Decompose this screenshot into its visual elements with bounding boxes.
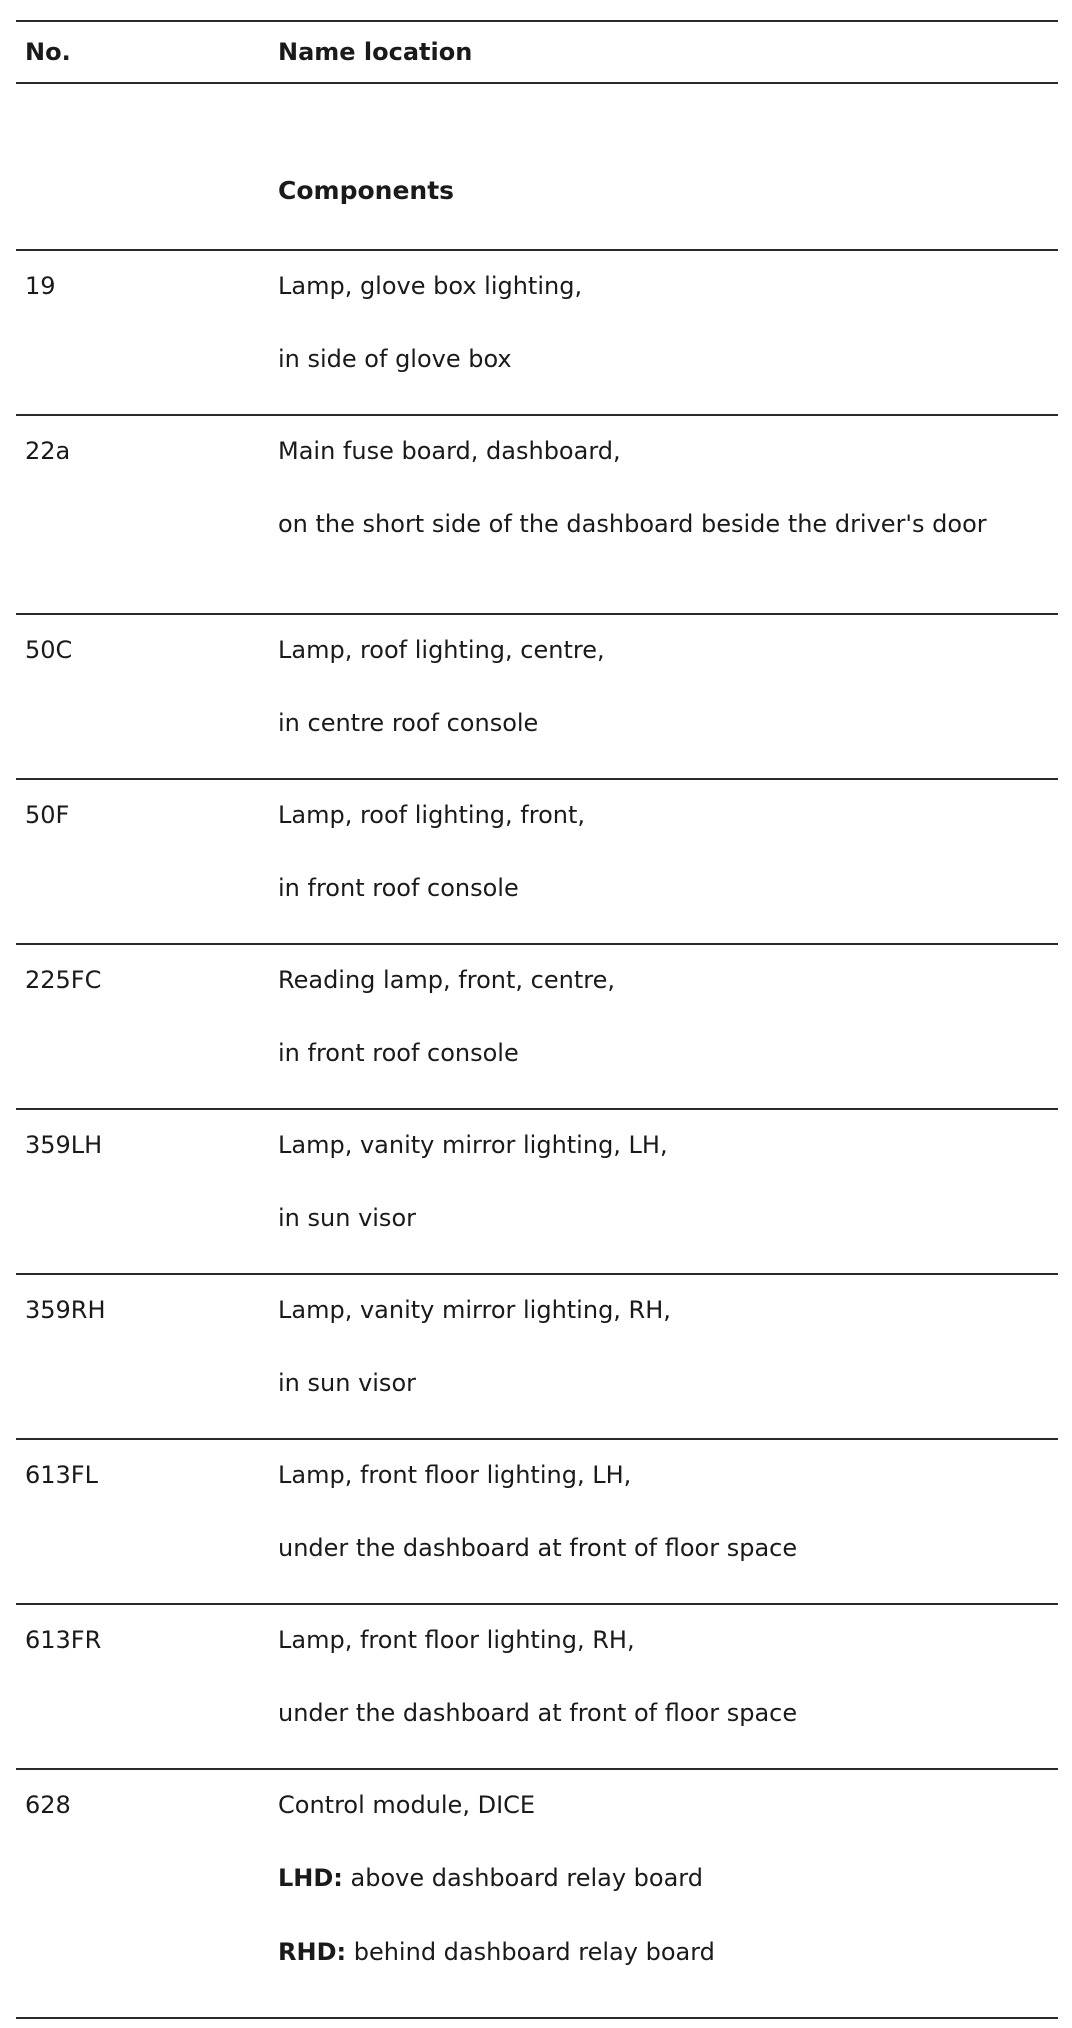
table-row — [16, 1110, 1058, 1273]
row-name: Lamp, front floor lighting, RH, — [278, 1626, 635, 1654]
table-row — [16, 1605, 1058, 1768]
row-location: on the short side of the dashboard beside the driver's door — [278, 510, 987, 538]
row-number: 22a — [25, 437, 71, 465]
row-name: Lamp, vanity mirror lighting, LH, — [278, 1131, 668, 1159]
table-header — [16, 22, 1058, 82]
row-name: Control module, DICE — [278, 1791, 536, 1819]
table-row — [16, 1440, 1058, 1603]
row-location: under the dashboard at front of floor space — [278, 1534, 798, 1562]
rhd-label: RHD: — [278, 1938, 347, 1966]
table-row — [16, 615, 1058, 778]
row-number: 19 — [25, 272, 56, 300]
table-bottom-rule — [16, 2017, 1058, 2019]
lhd-text: above dashboard relay board — [342, 1864, 703, 1892]
rhd-text: behind dashboard relay board — [346, 1938, 715, 1966]
header-name-location: Name location — [278, 38, 473, 66]
row-name: Lamp, front floor lighting, LH, — [278, 1461, 632, 1489]
document-page — [16, 20, 1058, 2019]
header-no: No. — [25, 38, 71, 66]
row-number: 225FC — [25, 966, 102, 994]
row-location: in front roof console — [278, 1039, 519, 1067]
row-location: under the dashboard at front of floor space — [278, 1699, 798, 1727]
row-location: in front roof console — [278, 874, 519, 902]
row-number: 628 — [25, 1791, 71, 1819]
row-name: Lamp, roof lighting, front, — [278, 801, 586, 829]
table-row — [16, 780, 1058, 943]
table-row — [16, 416, 1058, 613]
row-name: Reading lamp, front, centre, — [278, 966, 615, 994]
row-name: Main fuse board, dashboard, — [278, 437, 621, 465]
row-name: Lamp, vanity mirror lighting, RH, — [278, 1296, 671, 1324]
table-row — [16, 945, 1058, 1108]
row-number: 359RH — [25, 1296, 106, 1324]
row-location: in centre roof console — [278, 709, 539, 737]
row-number: 359LH — [25, 1131, 103, 1159]
row-name: Lamp, glove box lighting, — [278, 272, 583, 300]
row-location: in side of glove box — [278, 345, 512, 373]
table-row — [16, 1770, 1058, 2017]
row-number: 50C — [25, 636, 73, 664]
row-location-lhd — [278, 1863, 1058, 1893]
row-location: in sun visor — [278, 1369, 416, 1397]
row-number: 50F — [25, 801, 70, 829]
section-title: Components — [278, 176, 455, 205]
table-row — [16, 1275, 1058, 1438]
row-location-rhd — [278, 1937, 715, 1967]
row-location: in sun visor — [278, 1204, 416, 1232]
row-number: 613FR — [25, 1626, 102, 1654]
lhd-label: LHD: — [278, 1864, 343, 1892]
table-row — [16, 251, 1058, 414]
section-components — [16, 84, 1058, 249]
row-number: 613FL — [25, 1461, 98, 1489]
row-name: Lamp, roof lighting, centre, — [278, 636, 605, 664]
